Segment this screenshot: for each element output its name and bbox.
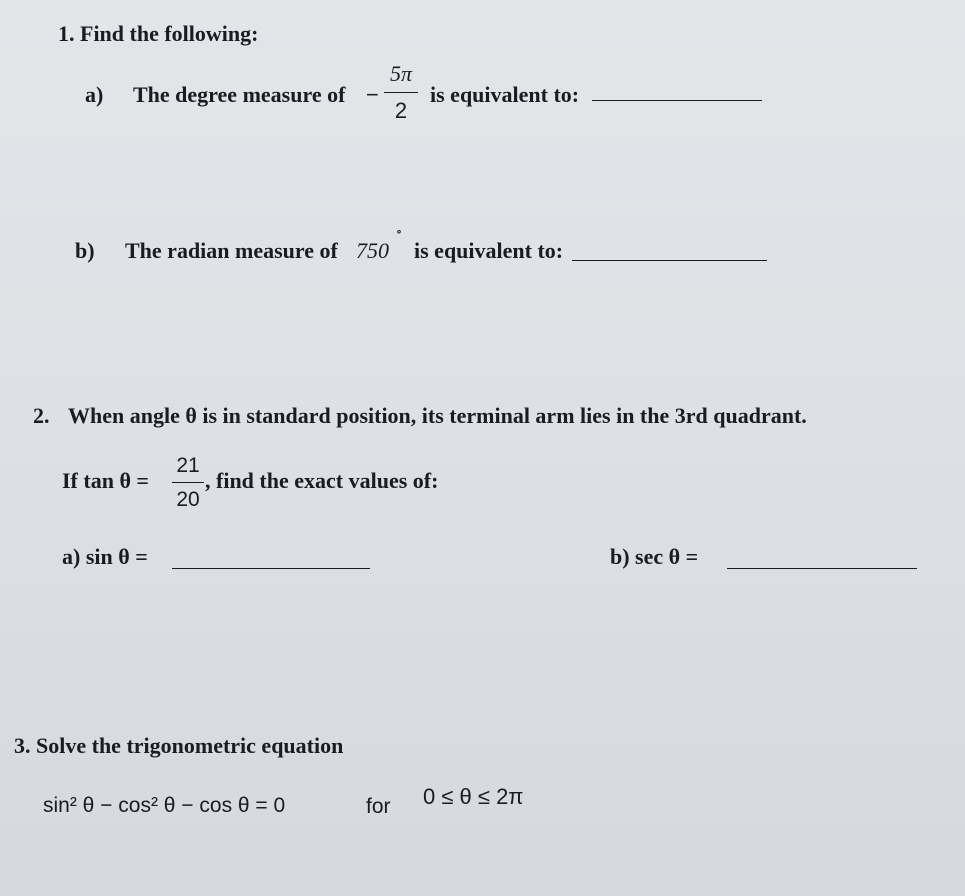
- q2-fraction: [172, 452, 204, 514]
- q3-equation: sin² θ − cos² θ − cos θ = 0: [43, 794, 286, 817]
- q2a-label: a) sin θ =: [62, 544, 148, 569]
- q2-find-text: , find the exact values of:: [205, 468, 439, 493]
- q1b-label: b): [75, 238, 95, 263]
- q2b-answer-line[interactable]: [727, 568, 917, 569]
- q1b-text-before: The radian measure of: [125, 238, 338, 263]
- q2-if-text: If tan θ =: [62, 468, 149, 493]
- q3-domain: 0 ≤ θ ≤ 2π: [423, 784, 524, 809]
- q1b-degree-symbol: ˚: [396, 227, 402, 247]
- q1a-label: a): [85, 82, 104, 107]
- q1a-fraction: [384, 60, 418, 124]
- q1a-answer-line[interactable]: [592, 100, 762, 101]
- q1b-text-after: is equivalent to:: [414, 238, 564, 263]
- q3-heading: 3. Solve the trigonometric equation: [14, 733, 344, 758]
- q1a-text-before: The degree measure of: [133, 82, 346, 107]
- q2-fraction-denominator: 20: [176, 488, 200, 511]
- q1b-answer-line[interactable]: [572, 260, 767, 261]
- q1a-fraction-numerator: 5π: [389, 61, 413, 86]
- q2-number: 2.: [33, 403, 50, 428]
- q1b-value: 750: [356, 238, 389, 263]
- q1a-fraction-denominator: 2: [394, 98, 408, 123]
- q1a-minus-sign: −: [366, 82, 379, 107]
- q2b-label: b) sec θ =: [610, 544, 699, 569]
- q2-fraction-numerator: 21: [176, 454, 200, 477]
- q1-heading: 1. Find the following:: [58, 21, 259, 46]
- q2a-answer-line[interactable]: [172, 568, 370, 569]
- q3-for-text: for: [366, 795, 391, 818]
- q2-heading: When angle θ is in standard position, its terminal arm lies in the 3rd quadrant.: [68, 403, 807, 428]
- q1a-text-after: is equivalent to:: [430, 82, 580, 107]
